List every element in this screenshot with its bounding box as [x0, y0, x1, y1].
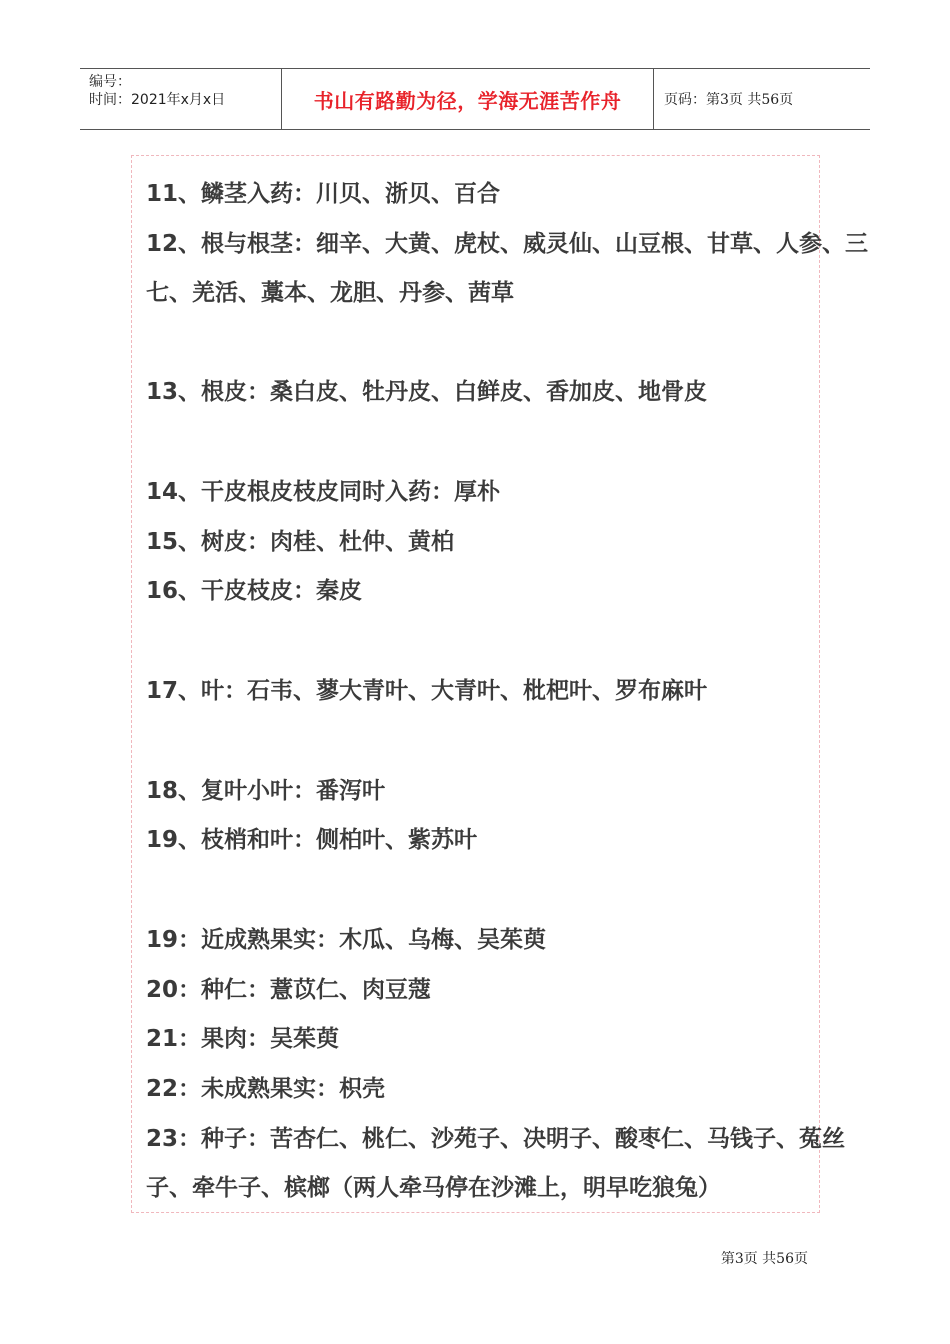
list-item: 七、羌活、藁本、龙胆、丹参、茜草	[146, 280, 514, 306]
header-motto-cell	[282, 69, 654, 129]
list-item: 19、枝梢和叶：侧柏叶、紫苏叶	[146, 827, 478, 853]
list-item: 17、叶：石韦、蓼大青叶、大青叶、枇杷叶、罗布麻叶	[146, 678, 708, 704]
document-header	[80, 68, 870, 130]
list-item: 12、根与根茎：细辛、大黄、虎杖、威灵仙、山豆根、甘草、人参、三	[146, 231, 869, 257]
time-label: 时间：2021年x月x日	[89, 92, 226, 108]
motto-text: 书山有路勤为径，学海无涯苦作舟	[313, 88, 622, 113]
list-item: 13、根皮：桑白皮、牡丹皮、白鲜皮、香加皮、地骨皮	[146, 379, 708, 405]
page-footer: 第3页 共56页	[720, 1251, 808, 1267]
list-item: 20：种仁：薏苡仁、肉豆蔻	[146, 977, 432, 1003]
list-item: 14、干皮根皮枝皮同时入药：厚朴	[146, 479, 501, 505]
list-item: 16、干皮枝皮：秦皮	[146, 578, 363, 604]
list-item: 11、鳞茎入药：川贝、浙贝、百合	[146, 181, 501, 207]
list-item: 21：果肉：吴茱萸	[146, 1026, 340, 1052]
header-page-info: 页码：第3页 共56页	[664, 92, 794, 108]
number-label: 编号：	[89, 74, 131, 90]
list-item: 18、复叶小叶：番泻叶	[146, 778, 386, 804]
list-item: 23：种子：苦杏仁、桃仁、沙苑子、决明子、酸枣仁、马钱子、菟丝	[146, 1126, 846, 1152]
list-item: 22：未成熟果实：枳壳	[146, 1076, 386, 1102]
list-item: 19：近成熟果实：木瓜、乌梅、吴茱萸	[146, 927, 547, 953]
header-meta-cell	[80, 69, 282, 129]
header-page-cell	[654, 69, 870, 129]
list-item: 子、牵牛子、槟榔（两人牵马停在沙滩上，明早吃狼兔）	[146, 1175, 721, 1201]
list-item: 15、树皮：肉桂、杜仲、黄柏	[146, 529, 455, 555]
